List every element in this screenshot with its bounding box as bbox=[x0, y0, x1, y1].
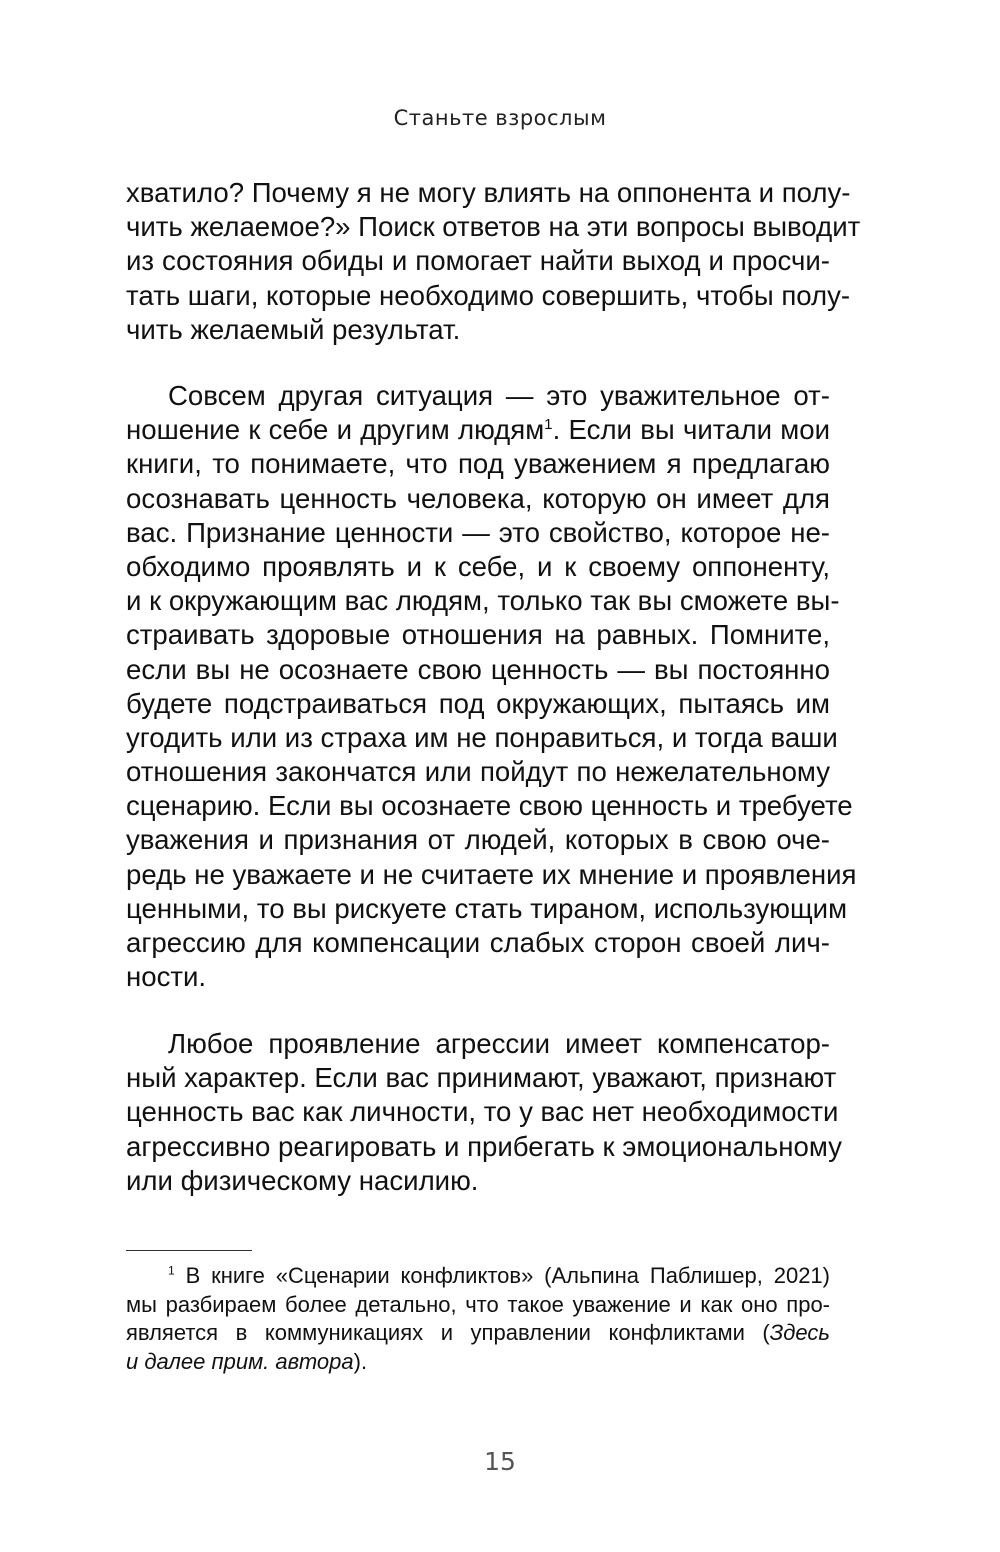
text-line: редь не уважаете и не считаете их мнение и проявления bbox=[126, 858, 857, 890]
text-line: сценарию. Если вы осознаете свою ценность и требуете bbox=[126, 790, 853, 822]
text-segment: ). bbox=[353, 1348, 368, 1374]
text-line: и к окружающим вас людям, только так вы сможете вы- bbox=[126, 585, 840, 617]
text-line: агрессию для компенсации слабых сторон своей лич- bbox=[126, 927, 830, 958]
paragraph-3 bbox=[126, 1027, 842, 1198]
footnote-line bbox=[126, 1262, 830, 1291]
text-line: ный характер. Если вас принимают, уважают, признают bbox=[126, 1062, 837, 1094]
text-line: из состояния обиды и помогает найти выход и просчи- bbox=[126, 245, 830, 277]
text-line: ценными, то вы рискуете стать тираном, использующим bbox=[126, 892, 848, 924]
text-line: агрессивно реагировать и прибегать к эмоциональному bbox=[126, 1130, 842, 1162]
text-segment: ношение к себе и другим людям bbox=[126, 414, 545, 446]
text-line: чить желаемый результат. bbox=[126, 313, 461, 345]
text-line: уважения и признания от людей, которых в свою оче- bbox=[126, 824, 830, 856]
italic-segment: и далее прим. автора bbox=[126, 1348, 354, 1374]
text-line-with-footnote-ref bbox=[126, 413, 830, 447]
paragraph-1 bbox=[126, 176, 861, 347]
text-line: Любое проявление агрессии имеет компенсатор- bbox=[168, 1028, 830, 1059]
footnote-marker: 1 bbox=[168, 1263, 175, 1278]
text-line: тать шаги, которые необходимо совершить, чтобы полу- bbox=[126, 279, 851, 311]
footnote-divider bbox=[126, 1250, 252, 1251]
paragraph-2 bbox=[126, 379, 857, 994]
text-line: Совсем другая ситуация — это уважительное от- bbox=[168, 380, 830, 411]
footnote bbox=[126, 1262, 830, 1376]
footnote-line bbox=[126, 1319, 830, 1348]
text-line: угодить или из страха им не понравиться, и тогда ваши bbox=[126, 721, 838, 753]
text-line: будете подстраиваться под окружающих, пытаясь им bbox=[126, 687, 830, 719]
page-number: 15 bbox=[484, 1447, 516, 1476]
text-line: отношения закончатся или пойдут по нежелательному bbox=[126, 756, 830, 788]
footnote-reference: 1 bbox=[544, 416, 553, 433]
running-head: Станьте взрослым bbox=[393, 106, 607, 130]
footnote-line: мы разбираем более детально, что такое уважение и как оно про- bbox=[126, 1291, 830, 1317]
text-line: обходимо проявлять и к себе, и к своему оппоненту, bbox=[126, 550, 830, 582]
italic-segment: Здесь bbox=[769, 1320, 830, 1346]
text-line: вас. Признание ценности — это свойство, которое не- bbox=[126, 516, 830, 548]
text-line: чить желаемое?» Поиск ответов на эти вопросы выводит bbox=[126, 211, 861, 243]
footnote-line bbox=[126, 1348, 830, 1377]
text-segment: В книге «Сценарии конфликтов» (Альпина Паблишер, 2021) bbox=[174, 1263, 830, 1288]
text-line: или физическому насилию. bbox=[126, 1164, 479, 1196]
text-line: книги, то понимаете, что под уважением я предлагаю bbox=[126, 448, 830, 480]
text-line: ценность вас как личности, то у вас нет необходимости bbox=[126, 1096, 839, 1128]
text-segment: . Если вы читали мои bbox=[552, 414, 830, 446]
text-segment: является в коммуникациях и управлении конфликтами ( bbox=[126, 1320, 770, 1346]
text-line: ности. bbox=[126, 961, 207, 993]
text-line: хватило? Почему я не могу влиять на оппонента и полу- bbox=[126, 177, 851, 208]
text-line: осознавать ценность человека, которую он имеет для bbox=[126, 482, 830, 514]
text-line: если вы не осознаете свою ценность — вы постоянно bbox=[126, 653, 830, 685]
text-line: страивать здоровые отношения на равных. Помните, bbox=[126, 619, 830, 651]
